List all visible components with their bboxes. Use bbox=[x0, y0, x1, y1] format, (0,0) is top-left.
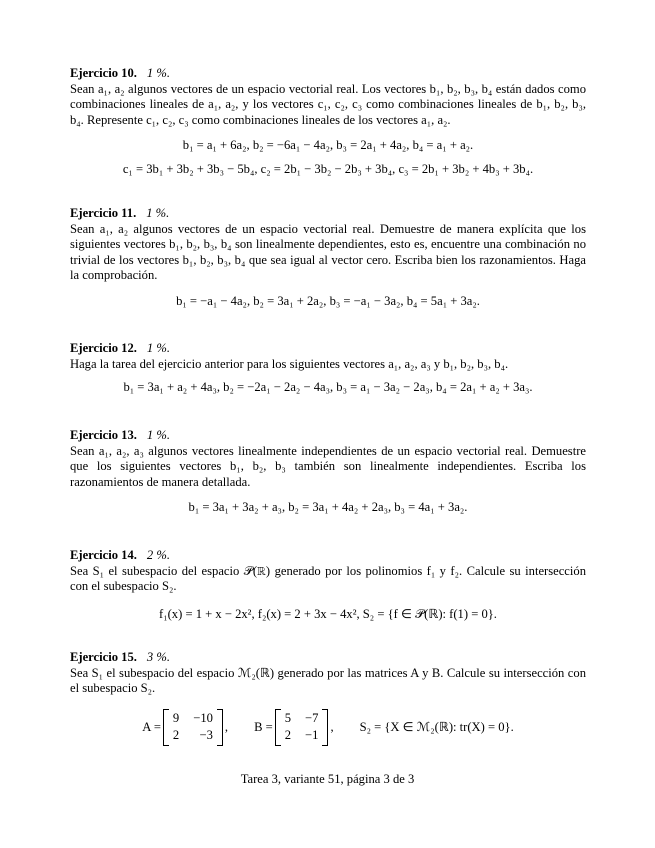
exercise-points: 2 %. bbox=[146, 548, 171, 562]
matrix-b bbox=[275, 709, 329, 746]
exercise-13 bbox=[70, 428, 586, 516]
matrix-a bbox=[163, 709, 223, 746]
exercise-title: Ejercicio 14. bbox=[70, 548, 137, 562]
matrix-entry: −10 bbox=[193, 710, 213, 725]
matrix-entry: 5 bbox=[284, 710, 292, 725]
exercise-12 bbox=[70, 341, 586, 396]
exercise-11 bbox=[70, 206, 586, 310]
exercise-points: 1 %. bbox=[146, 66, 171, 80]
exercise-points: 3 %. bbox=[146, 650, 171, 664]
matrix-a-label: A = bbox=[142, 719, 161, 734]
matrix-equation: A = 9 −10 2 −3 , B = 5 −7 2 −1 , S₂ = {X ∈ ℳ₂(ℝ): tr(X) = 0}. bbox=[70, 709, 586, 746]
equation: b₁ = a₁ + 6a₂, b₂ = −6a₁ − 4a₂, b₃ = 2a₁ + 4a₂, b₄ = a₁ + a₂. bbox=[182, 138, 474, 153]
exercise-10 bbox=[70, 66, 586, 178]
exercise-15 bbox=[70, 650, 586, 746]
exercise-statement: Haga la tarea del ejercicio anterior para los siguientes vectores a₁, a₂, a₃ y b₁, b₂, b₃, b₄. bbox=[70, 356, 509, 371]
matrix-entry: 2 bbox=[284, 728, 292, 743]
equation: f₁(x) = 1 + x − 2x², f₂(x) = 2 + 3x − 4x², S₂ = {f ∈ 𝒫(ℝ): f(1) = 0}. bbox=[159, 606, 497, 621]
exercise-statement: Sean a₁, a₂ algunos vectores de un espacio vectorial real. Los vectores b₁, b₂, b₃, b₄ están dados como combinaciones lineales de a₁, a₂, y los vectores c₁, c₂, c₃ como combinaciones lineales de b₁, b₂, b₃, b₄. Represente c₁, c₂, c₃ como combinaciones lineales de los vectores a₁, a₂. bbox=[70, 81, 586, 127]
exercise-title: Ejercicio 12. bbox=[70, 341, 137, 355]
subspace-definition: S₂ = {X ∈ ℳ₂(ℝ): tr(X) = 0}. bbox=[359, 719, 514, 734]
exercise-title: Ejercicio 15. bbox=[70, 650, 137, 664]
matrix-entry: 2 bbox=[172, 728, 180, 743]
exercise-title: Ejercicio 11. bbox=[70, 206, 137, 220]
exercise-points: 1 %. bbox=[146, 206, 170, 220]
matrix-entry: −3 bbox=[199, 728, 213, 743]
exercise-title: Ejercicio 13. bbox=[70, 428, 137, 442]
page-footer: Tarea 3, variante 51, página 3 de 3 bbox=[240, 772, 415, 786]
equation: b₁ = 3a₁ + a₂ + 4a₃, b₂ = −2a₁ − 2a₂ − 4a₃, b₃ = a₁ − 3a₂ − 2a₃, b₄ = 2a₁ + a₂ + 3a₃. bbox=[123, 380, 533, 395]
equation: b₁ = −a₁ − 4a₂, b₂ = 3a₁ + 2a₂, b₃ = −a₁ − 3a₂, b₄ = 5a₁ + 3a₂. bbox=[176, 293, 480, 308]
exercise-statement: Sean a₁, a₂ algunos vectores de un espacio vectorial real. Demuestre de manera explícita que los siguientes vectores b₁, b₂, b₃, b₄ son linealmente dependientes, esto es, encuentre una combinación no trivial de los vectores b₁, b₂, b₃, b₄ que sea igual al vector cero. Escriba bien los razonamientos. Haga la comprobación. bbox=[70, 221, 586, 283]
exercise-statement: Sean a₁, a₂, a₃ algunos vectores linealmente independientes de un espacio vectorial real. Demuestre que los siguientes vectores b₁, b₂, b₃ también son linealmente independientes. Escriba los razonamientos de manera detallada. bbox=[70, 443, 586, 489]
exercise-statement: Sea S₁ el subespacio del espacio 𝒫(ℝ) generado por los polinomios f₁ y f₂. Calcule su intersección con el subespacio S₂. bbox=[70, 563, 586, 594]
matrix-entry: −7 bbox=[305, 710, 319, 725]
exercise-points: 1 %. bbox=[146, 341, 171, 355]
exercise-14 bbox=[70, 548, 586, 622]
equation: c₁ = 3b₁ + 3b₂ + 3b₃ − 5b₄, c₂ = 2b₁ − 3b₂ − 2b₃ + 3b₄, c₃ = 2b₁ + 3b₂ + 4b₃ + 3b₄. bbox=[122, 161, 534, 176]
matrix-entry: −1 bbox=[305, 728, 319, 743]
matrix-b-label: B = bbox=[254, 719, 273, 734]
matrix-entry: 9 bbox=[172, 710, 180, 725]
exercise-title: Ejercicio 10. bbox=[70, 66, 137, 80]
exercise-points: 1 %. bbox=[146, 428, 171, 442]
exercise-statement: Sea S₁ el subespacio del espacio ℳ₂(ℝ) generado por las matrices A y B. Calcule su intersección con el subespacio S₂. bbox=[70, 665, 586, 696]
equation: b₁ = 3a₁ + 3a₂ + a₃, b₂ = 3a₁ + 4a₂ + 2a₃, b₃ = 4a₁ + 3a₂. bbox=[188, 500, 468, 515]
